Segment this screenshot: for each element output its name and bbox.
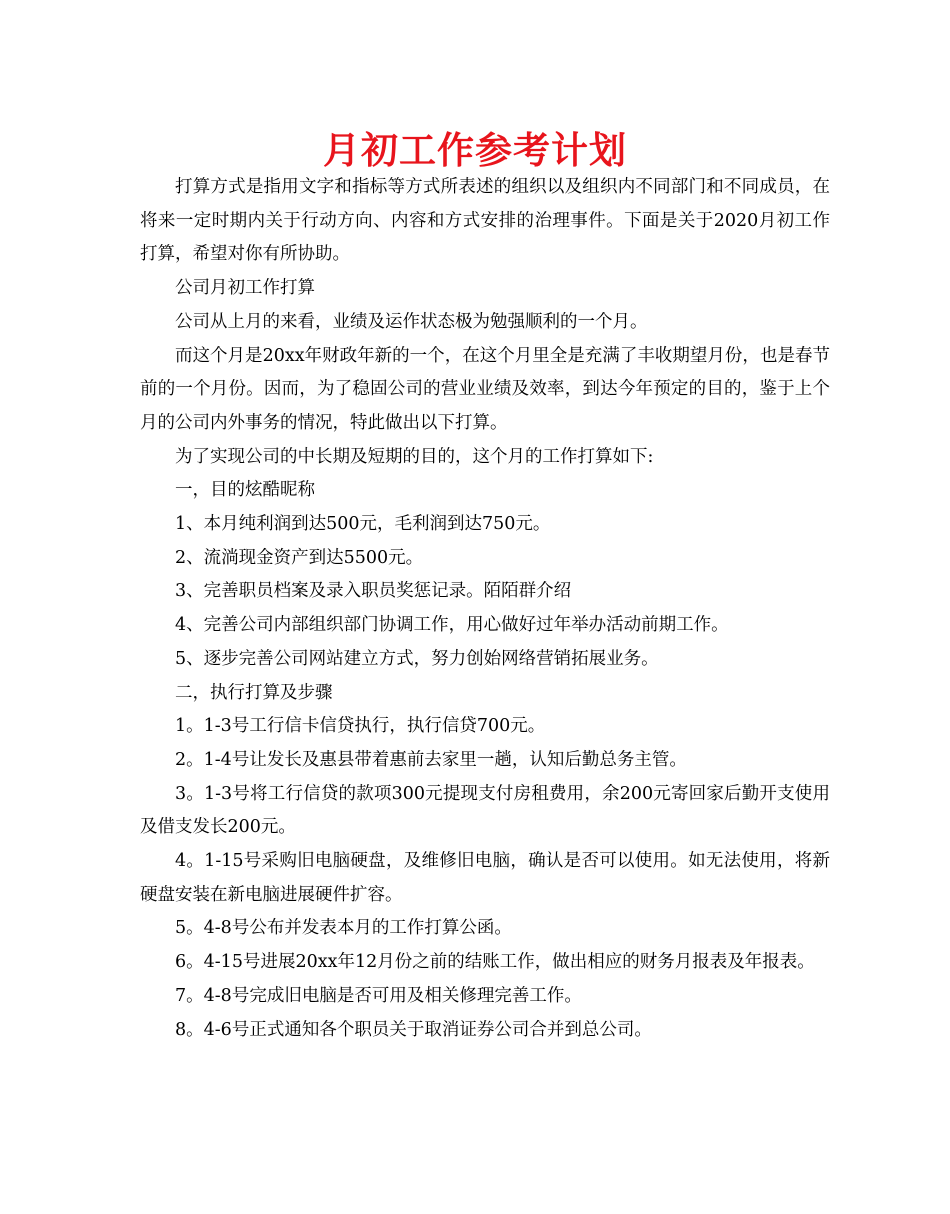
paragraph-last-month: 公司从上月的来看，业绩及运作状态极为勉强顺利的一个月。	[175, 311, 648, 332]
list-item-goal-3: 3、完善职员档案及录入职员奖惩记录。陌陌群介绍	[175, 581, 572, 602]
paragraph-heading-company-plan: 公司月初工作打算	[175, 278, 315, 299]
list-item-step-6: 6。4-15号进展20xx年12月份之前的结账工作，做出相应的财务月报表及年报表。	[175, 952, 815, 973]
document-body	[140, 171, 830, 1047]
list-item-goal-2: 2、流淌现金资产到达5500元。	[175, 547, 424, 568]
list-item-step-1: 1。1-3号工行信卡信贷执行，执行信贷700元。	[175, 716, 546, 737]
list-item-goal-4: 4、完善公司内部组织部门协调工作，用心做好过年举办活动前期工作。	[175, 615, 729, 636]
list-item-step-7: 7。4-8号完成旧电脑是否可用及相关修理完善工作。	[175, 985, 582, 1006]
list-item-step-3: 3。1-3号将工行信贷的款项300元提现支付房租费用，余200元寄回家后勤开支使用及借支发长200元。	[140, 783, 830, 838]
paragraph-intro: 打算方式是指用文字和指标等方式所表述的组织以及组织内不同部门和不同成员，在将来一定时期内关于行动方向、内容和方式安排的治理事件。下面是关于2020月初工作打算，希望对你有所协助。	[140, 177, 830, 265]
list-item-step-2: 2。1-4号让发长及惠县带着惠前去家里一趟，认知后勤总务主管。	[175, 749, 687, 770]
list-item-step-5: 5。4-8号公布并发表本月的工作打算公函。	[175, 918, 512, 939]
section-heading-steps: 二，执行打算及步骤	[175, 682, 333, 703]
section-heading-goals: 一，目的炫酷昵称	[175, 480, 315, 501]
list-item-goal-5: 5、逐步完善公司网站建立方式，努力创始网络营销拓展业务。	[175, 648, 659, 669]
paragraph-this-month: 而这个月是20xx年财政年新的一个，在这个月里全是充满了丰收期望月份，也是春节前的一个月份。因而，为了稳固公司的营业业绩及效率，到达今年预定的目的，鉴于上个月的公司内外事务的情况，特此做出以下打算。	[140, 345, 830, 433]
list-item-goal-1: 1、本月纯利润到达500元，毛利润到达750元。	[175, 514, 551, 535]
list-item-step-4: 4。1-15号采购旧电脑硬盘，及维修旧电脑，确认是否可以使用。如无法使用，将新硬盘安装在新电脑进展硬件扩容。	[140, 851, 830, 905]
document-title: 月初工作参考计划	[323, 129, 627, 172]
paragraph-plan-intro: 为了实现公司的中长期及短期的目的，这个月的工作打算如下:	[175, 446, 654, 467]
list-item-step-8: 8。4-6号正式通知各个职员关于取消证券公司合并到总公司。	[175, 1019, 652, 1040]
